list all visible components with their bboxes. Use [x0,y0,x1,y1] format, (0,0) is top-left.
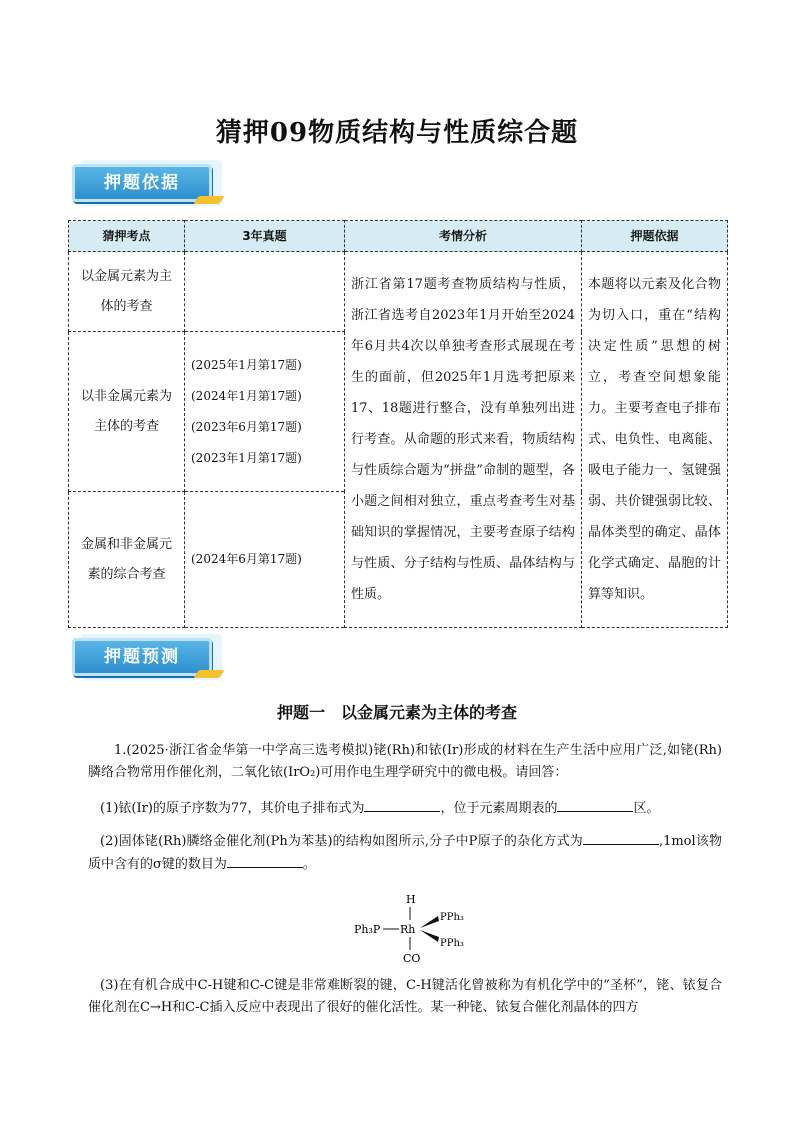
table-header: 考情分析 [345,221,582,252]
question-text: (2)固体铑(Rh)膦络金催化剂(Ph为苯基)的结构如图所示,分子中P原子的杂化方式为 [100,834,583,849]
year-item: (2024年1月第17题) [191,388,302,403]
table-header-row [69,221,728,252]
page-title: 猜押09物质结构与性质综合题 [215,118,579,148]
wedge-bond [420,916,439,928]
question-intro: 1.(2025·浙江省金华第一中学高三选考模拟)铑(Rh)和铱(Ir)形成的材料在生产生活中应用广泛,如铑(Rh)膦络合物常用作催化剂，二氧化铱(IrO₂)可用作电生理学研究中的微电极。请回答： [88,743,722,780]
year-item: (2023年6月第17题) [191,419,302,434]
ligand-label-top: PPh₃ [440,912,464,923]
question-part-1 [100,797,722,820]
year-item: (2024年6月第17题) [191,552,302,566]
answer-blank[interactable] [227,853,303,868]
structure-diagram [350,890,490,966]
year-item: (2023年1月第17题) [191,450,302,465]
years-cell [185,332,345,492]
analysis-cell: 浙江省第17题考查物质结构与性质，浙江省选考自2023年1月开始至2024年6月共4次以单独考查形式展现在考生的面前，但2025年1月选考把原来17、18题进行整合，没有单独列出进行考查。从命题的形式来看，物质结构与性质综合题为“拼盘”命制的题型，各小题之间相对独立，重点考查考生对基础知识的掌握情况，主要考查原子结构与性质、分子结构与性质、晶体结构与性质。 [345,252,582,628]
question-text: 区。 [633,801,660,816]
exam-analysis-table [68,220,728,628]
topic-cell: 以金属元素为主体的考查 [69,252,185,332]
question-part-3: (3)在有机合成中C-H键和C-C键是非常难断裂的键，C-H键活化曾被称为有机化学中的“圣杯”，铑、铱复合催化剂在C→H和C-C插入反应中表现出了很好的催化活性。某一种铑、铱复合催化剂晶体的四方 [88,978,722,1015]
ligand-label-bottom: PPh₃ [440,938,464,949]
years-cell [185,252,345,332]
ligand-label-left: Ph₃P [354,923,381,936]
section-banner-basis [72,160,222,206]
topic-cell: 以非金属元素为主体的考查 [69,332,185,492]
question-text: ，位于元素周期表的 [440,801,558,816]
year-item: (2025年1月第17题) [191,357,302,372]
table-header: 猜押考点 [69,221,185,252]
section-subtitle: 押题一 以金属元素为主体的考查 [276,703,517,722]
question-text: (1)铱(Ir)的原子序数为77，其价电子排布式为 [100,801,365,816]
topic-cell: 金属和非金属元素的综合考查 [69,492,185,628]
section-banner-prediction [72,634,222,680]
answer-blank[interactable] [557,797,633,812]
question-part-2 [88,830,722,876]
hydrogen-label: H [406,893,416,906]
table-header: 3年真题 [185,221,345,252]
basis-cell: 本题将以元素及化合物为切入口，重在“结构决定性质”思想的树立，考查空间想象能力。主要考查电子排布式、电负性、电离能、吸电子能力一、氢键强弱、共价键强弱比较、晶体类型的确定、晶体化学式确定、晶胞的计算等知识。 [582,252,728,628]
carbonyl-label: CO [403,952,421,965]
answer-blank[interactable] [364,797,440,812]
table-row [69,252,728,332]
answer-blank[interactable] [583,830,659,845]
question-text: 。 [302,857,316,872]
rhodium-complex-structure [350,890,490,966]
banner-label: 押题预测 [72,638,212,676]
banner-label: 押题依据 [72,164,212,202]
table-header: 押题依据 [582,221,728,252]
question-text: ,1mol该物质中含有的σ键的数目为 [88,834,722,872]
metal-center-label: Rh [400,923,416,936]
years-cell [185,492,345,628]
wedge-bond [420,930,439,942]
